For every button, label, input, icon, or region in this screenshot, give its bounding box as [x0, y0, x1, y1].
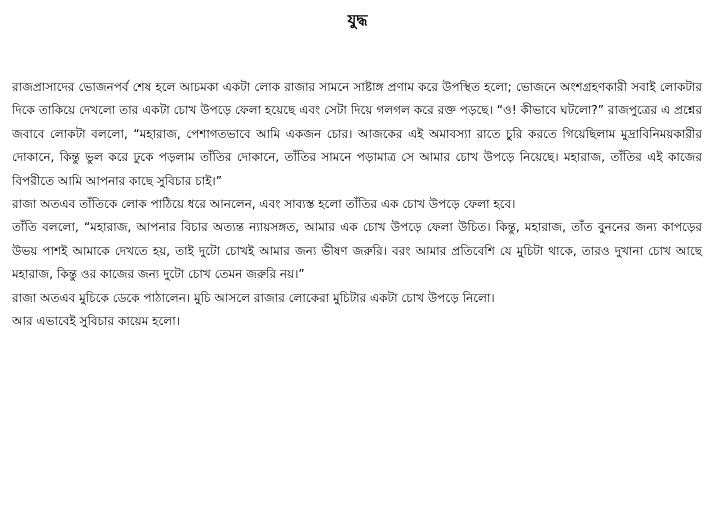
document-body: [12, 76, 702, 333]
paragraph-thief-story: রাজপ্রাসাদের ভোজনপর্ব শেষ হলে আচমকা একটা লোক রাজার সামনে সাষ্টাঙ্গ প্রণাম করে উপস্থিত হলো; ভোজনে অংশগ্রহণকারী সবাই লোকটার দিকে তাকিয়ে দেখলো তার একটা চোখ উপড়ে ফেলা হয়েছে এবং সেটা দিয়ে গলগল করে রক্ত পড়ছে। “ও! কীভাবে ঘটলো?” রাজপুত্রের এ প্রশ্নের জবাবে লোকটা বললো, “মহারাজ, পেশাগতভাবে আমি একজন চোর। আজকের এই অমাবস্যা রাতে চুরি করতে গিয়েছিলাম মুদ্রাবিনিময়কারীর দোকানে, কিন্তু ভুল করে ঢুকে পড়লাম তাঁতির দোকানে, তাঁতির সামনে পড়ামাত্র সে আমার চোখ উপড়ে নিয়েছে। মহারাজ, তাঁতির এই কাজের বিপরীতে আমি আপনার কাছে সুবিচার চাই।”: [12, 80, 702, 188]
document-title: যুদ্ধ: [347, 11, 368, 29]
paragraph-cobbler-punished: রাজা অতএব মুচিকে ডেকে পাঠালেন। মুচি আসলে রাজার লোকেরা মুচিটার একটা চোখ উপড়ে নিলো।: [12, 290, 495, 305]
paragraph-king-verdict: রাজা অতএব তাঁতিকে লোক পাঠিয়ে ধরে আনলেন, এবং সাব্যস্ত হলো তাঁতির এক চোখ উপড়ে ফেলা হবে।: [12, 197, 516, 212]
paragraph-weaver-plea: তাঁতি বললো, “মহারাজ, আপনার বিচার অত্যন্ত ন্যায়সঙ্গত, আমার এক চোখ উপড়ে ফেলা উচিত। কিন্তু, মহারাজ, তাঁত বুননের জন্য কাপড়ের উভয় পাশই আমাকে দেখতে হয়, তাই দুটো চোখই আমার জন্য ভীষণ জরুরি। বরং আমার প্রতিবেশি যে মুচিটা থাকে, তারও দুখানা চোখ আছে মহারাজ, কিন্তু ওর কাজের জন্য দুটো চোখ তেমন জরুরি নয়।”: [12, 220, 702, 282]
paragraph-conclusion: আর এভাবেই সুবিচার কায়েম হলো।: [12, 314, 181, 329]
